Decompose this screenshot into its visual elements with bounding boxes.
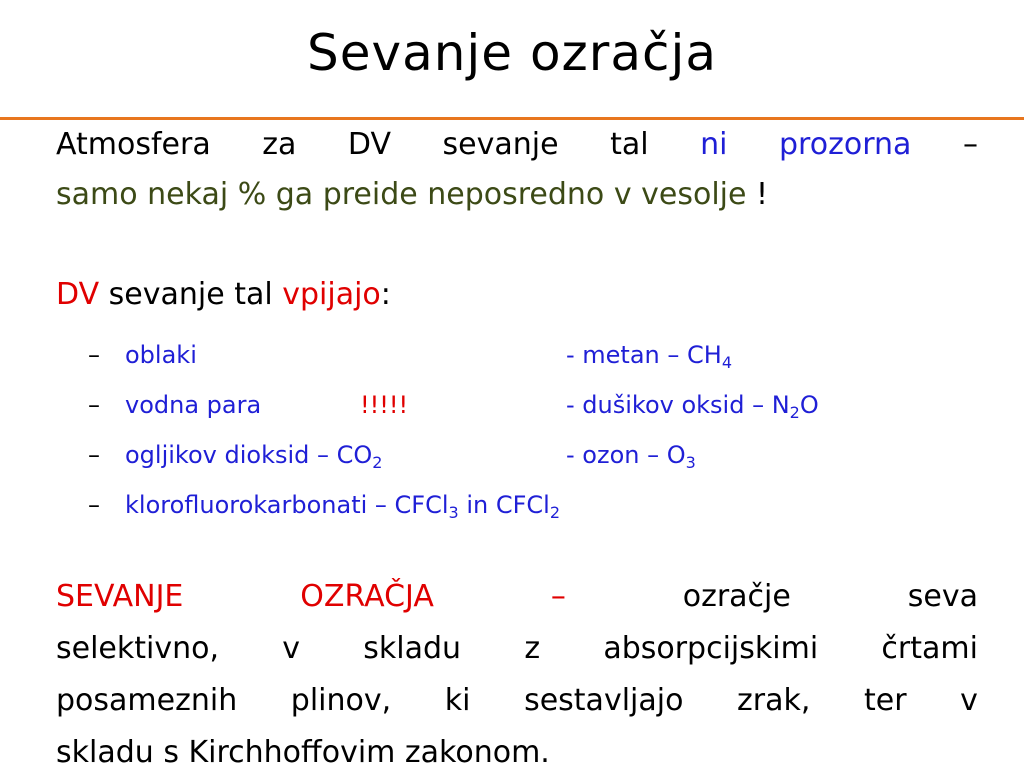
word: selektivno,: [56, 631, 220, 666]
absorber-list: [88, 330, 988, 530]
word: DV: [347, 127, 392, 162]
list-item: [88, 480, 988, 530]
heading-text: sevanje tal: [99, 277, 283, 312]
word: absorpcijskimi: [603, 631, 819, 666]
subscript: 4: [721, 353, 733, 372]
term-dv: DV: [56, 277, 100, 312]
subscript: 2: [372, 453, 383, 472]
item-text: vodna para: [125, 391, 262, 419]
item-text: - metan – CH: [566, 341, 722, 369]
word: v: [282, 631, 301, 666]
bullet-dash: –: [88, 441, 100, 469]
word: črtami: [881, 631, 978, 666]
subscript: 2: [789, 403, 800, 422]
subscript: 3: [448, 503, 459, 522]
slide-title: Sevanje ozračja: [306, 24, 718, 82]
word: Atmosfera: [56, 127, 211, 162]
word: plinov,: [290, 683, 392, 718]
line-text: skladu s Kirchhoffovim zakonom.: [56, 735, 550, 770]
item-right: [566, 430, 696, 480]
line-text: samo nekaj % ga preide neposredno v vesolje: [56, 177, 747, 212]
word: seva: [907, 579, 978, 614]
item-text: in CFCl: [458, 491, 550, 519]
bullet-dash: –: [88, 391, 100, 419]
subscript: 3: [685, 453, 696, 472]
paragraph-line: [56, 623, 978, 675]
item-left: [125, 380, 261, 430]
word: v: [960, 683, 978, 718]
list-item: [88, 430, 988, 480]
word: za: [262, 127, 297, 162]
paragraph-line: [56, 170, 978, 220]
absorbers-heading: [56, 270, 978, 320]
bullet-dash: –: [88, 491, 100, 519]
paragraph-atmosphere-radiation: [56, 571, 978, 779]
paragraph-atmosphere: [56, 120, 978, 220]
word: ozračje: [682, 579, 791, 614]
word: –: [550, 579, 566, 614]
word: z: [524, 631, 541, 666]
item-left: [125, 480, 560, 530]
word: skladu: [363, 631, 462, 666]
item-text: ogljikov dioksid – CO: [125, 441, 373, 469]
item-text: oblaki: [125, 341, 197, 369]
word: tal: [610, 127, 649, 162]
item-text: - ozon – O: [566, 441, 686, 469]
item-text: klorofluorokarbonati – CFCl: [125, 491, 449, 519]
item-right: [566, 380, 819, 430]
word-ni: ni: [700, 127, 728, 162]
list-item: [88, 380, 988, 430]
word: zrak,: [737, 683, 811, 718]
word: posameznih: [56, 683, 238, 718]
word: ter: [864, 683, 907, 718]
subscript: 2: [549, 503, 561, 522]
colon: :: [380, 277, 391, 312]
word: OZRAČJA: [300, 579, 434, 614]
item-text: - dušikov oksid – N: [566, 391, 790, 419]
bullet-dash: –: [88, 341, 100, 369]
paragraph-line: [56, 571, 978, 623]
word: sestavljajo: [524, 683, 684, 718]
list-item: [88, 330, 988, 380]
word: sevanje: [442, 127, 559, 162]
paragraph-line: [56, 120, 978, 170]
item-text: O: [799, 391, 819, 419]
dash: –: [962, 127, 978, 162]
item-left: [125, 330, 197, 380]
exclamation: !: [746, 177, 769, 212]
emphasis-marks: !!!!!: [360, 391, 409, 419]
paragraph-line: [56, 675, 978, 727]
word: SEVANJE: [56, 579, 184, 614]
paragraph-line: [56, 727, 978, 779]
word-prozorna: prozorna: [779, 127, 912, 162]
item-left: [125, 430, 382, 480]
item-right: [566, 330, 732, 380]
word: ki: [444, 683, 471, 718]
term-vpijajo: vpijajo: [282, 277, 381, 312]
